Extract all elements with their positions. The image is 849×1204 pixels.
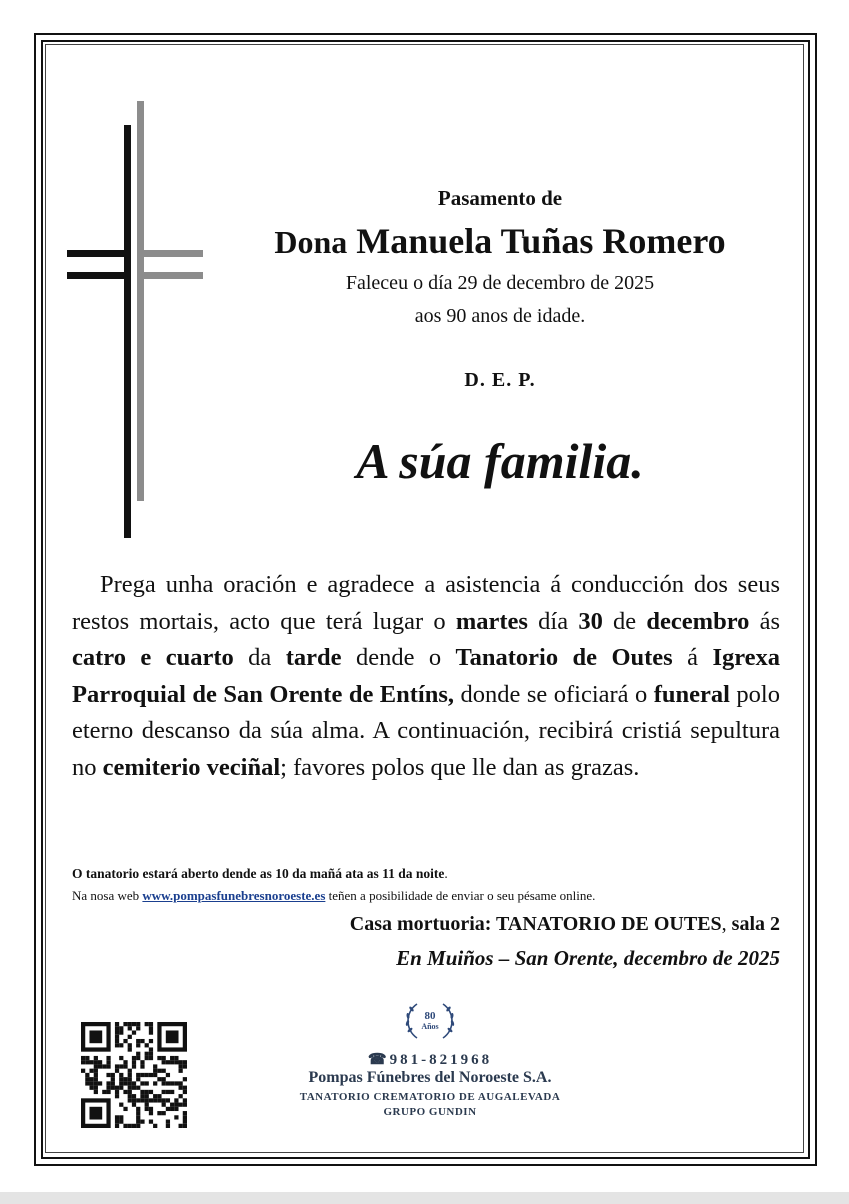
qr-module [94,1064,98,1068]
qr-module [166,1107,170,1111]
paragraph-text: á [672,644,713,671]
qr-module [111,1086,115,1090]
qr-module [106,1090,110,1094]
qr-module [123,1090,127,1094]
age-line: aos 90 anos de idade. [414,305,586,327]
qr-module [136,1120,140,1124]
logo-number: 80 [424,1010,436,1022]
qr-module [140,1060,144,1064]
qr-module [153,1081,157,1085]
qr-module [140,1081,144,1085]
qr-finder-center [166,1030,179,1043]
qr-module [128,1081,132,1085]
qr-module [162,1056,166,1060]
qr-module [115,1115,119,1119]
page-bottom-strip [0,1192,849,1204]
qr-module [94,1073,98,1077]
qr-module [174,1103,178,1107]
qr-module [153,1064,157,1068]
qr-module [183,1115,187,1119]
qr-module [123,1107,127,1111]
qr-module [140,1073,144,1077]
qr-module [149,1073,153,1077]
qr-module [81,1056,85,1060]
qr-module [145,1107,149,1111]
website-link[interactable]: www.pompasfunebresnoroeste.es [142,888,326,903]
qr-module [128,1124,132,1128]
qr-module [145,1081,149,1085]
qr-module [128,1094,132,1098]
paragraph-text: dende o [341,644,456,671]
qr-module [85,1056,89,1060]
qr-module [132,1124,136,1128]
qr-module [179,1124,183,1128]
qr-module [166,1081,170,1085]
qr-module [89,1060,93,1064]
qr-module [149,1090,153,1094]
qr-module [115,1022,119,1026]
qr-module [174,1115,178,1119]
qr-module [136,1026,140,1030]
qr-module [136,1086,140,1090]
qr-module [162,1111,166,1115]
qr-module [132,1060,136,1064]
qr-module [119,1103,123,1107]
qr-module [89,1081,93,1085]
ceremony-paragraph [72,567,780,786]
qr-module [111,1077,115,1081]
qr-module [123,1039,127,1043]
paragraph-emphasis: Tanatorio de Outes [455,644,673,671]
anniversary-logo [399,998,461,1044]
qr-module [89,1077,93,1081]
qr-module [162,1098,166,1102]
qr-module [149,1120,153,1124]
qr-module [123,1064,127,1068]
qr-module [128,1098,132,1102]
qr-module [166,1060,170,1064]
qr-module [183,1077,187,1081]
qr-module [162,1060,166,1064]
qr-module [94,1077,98,1081]
qr-module [183,1120,187,1124]
qr-module [183,1064,187,1068]
qr-module [115,1026,119,1030]
qr-module [128,1086,132,1090]
qr-module [145,1090,149,1094]
qr-module [162,1077,166,1081]
qr-module [145,1056,149,1060]
qr-module [149,1030,153,1034]
paragraph-emphasis: decembro [646,607,750,635]
dep-line: D. E. P. [464,369,536,391]
qr-module [106,1073,110,1077]
qr-module [140,1094,144,1098]
qr-module [119,1064,123,1068]
cross-grey-arm-right-lower [137,272,203,279]
phone-number[interactable]: 981-821968 [389,1052,493,1068]
qr-module [174,1056,178,1060]
qr-module [106,1086,110,1090]
qr-module [140,1039,144,1043]
qr-module [170,1060,174,1064]
qr-module [119,1120,123,1124]
qr-module [98,1064,102,1068]
qr-module [179,1086,183,1090]
qr-module [183,1086,187,1090]
qr-module [115,1039,119,1043]
qr-module [183,1098,187,1102]
paragraph-text: ; favores polos que lle dan as grazas. [280,753,640,781]
cross-dark-arm-left-lower [67,272,131,279]
qr-module [119,1081,123,1085]
opening-hours [72,866,792,882]
qr-module [153,1094,157,1098]
qr-module [115,1120,119,1124]
qr-module [123,1022,127,1026]
qr-module [123,1081,127,1085]
qr-module [85,1077,89,1081]
notice-heading: Pasamento de [437,186,563,210]
qr-module [119,1030,123,1034]
qr-module [136,1115,140,1119]
qr-module [157,1069,161,1073]
paragraph-text: ás [749,607,781,635]
paragraph-emphasis: Igrexa Parroquial de San Orente de Entíns, [72,644,781,708]
qr-module [136,1039,140,1043]
qr-module [174,1098,178,1102]
qr-module [149,1107,153,1111]
qr-module [140,1098,144,1102]
qr-module [145,1043,149,1047]
qr-module [115,1030,119,1034]
qr-module [166,1090,170,1094]
qr-module [153,1073,157,1077]
qr-module [115,1094,119,1098]
qr-module [174,1107,178,1111]
phone-icon: ☎ [367,1052,390,1068]
qr-module [85,1081,89,1085]
cross-grey-arm-right [137,250,203,257]
qr-module [94,1060,98,1064]
qr-module [85,1060,89,1064]
qr-module [106,1064,110,1068]
qr-module [132,1086,136,1090]
qr-module [179,1060,183,1064]
paragraph-text: da [233,644,286,671]
qr-module [132,1030,136,1034]
title-prefix: Dona [274,224,348,260]
qr-module [136,1111,140,1115]
qr-module [136,1077,140,1081]
qr-module [136,1098,140,1102]
qr-module [157,1077,161,1081]
qr-module [157,1111,161,1115]
qr-module [111,1073,115,1077]
qr-module [128,1073,132,1077]
qr-module [136,1022,140,1026]
qr-module [157,1094,161,1098]
cross-dark-arm-left [67,250,131,257]
paragraph-text: de [602,607,647,635]
qr-module [162,1081,166,1085]
qr-module [140,1090,144,1094]
qr-module [149,1111,153,1115]
qr-code[interactable] [81,1022,187,1128]
qr-module [94,1086,98,1090]
qr-module [166,1073,170,1077]
qr-module [132,1056,136,1060]
qr-module [94,1090,98,1094]
qr-module [136,1052,140,1056]
paragraph-emphasis: martes [455,607,528,635]
qr-module [119,1073,123,1077]
logo-word: Años [421,1022,439,1031]
qr-module [102,1064,106,1068]
qr-module [145,1022,149,1026]
qr-module [94,1069,98,1073]
cross-icon [0,0,849,600]
qr-module [111,1081,115,1085]
qr-module [170,1090,174,1094]
qr-module [145,1103,149,1107]
cross-grey-vertical [137,101,144,501]
qr-module [115,1086,119,1090]
qr-module [140,1120,144,1124]
qr-module [183,1090,187,1094]
qr-module [183,1124,187,1128]
paragraph-emphasis: funeral [653,680,730,708]
qr-module [123,1124,127,1128]
qr-module [162,1069,166,1073]
deceased-full-name: Manuela Tuñas Romero [356,221,726,261]
qr-module [170,1056,174,1060]
qr-module [128,1043,132,1047]
qr-module [166,1098,170,1102]
opening-hours-end: . [444,866,448,881]
qr-module [106,1056,110,1060]
qr-module [145,1094,149,1098]
qr-module [115,1090,119,1094]
qr-module [106,1081,110,1085]
qr-module [149,1056,153,1060]
qr-module [102,1090,106,1094]
qr-module [81,1069,85,1073]
qr-module [85,1073,89,1077]
qr-finder-center [89,1107,102,1120]
qr-module [157,1098,161,1102]
qr-module [132,1098,136,1102]
qr-module [136,1043,140,1047]
qr-module [149,1022,153,1026]
funeral-home-separator: , [721,913,732,935]
qr-module [132,1064,136,1068]
qr-module [89,1069,93,1073]
qr-module [119,1043,123,1047]
qr-module [149,1047,153,1051]
qr-module [123,1077,127,1081]
web-suffix: teñen a posibilidade de enviar o seu pésame online. [325,888,596,903]
paragraph-emphasis: tarde [285,644,342,671]
paragraph-text: polo eterno descanso da súa alma. A continuación, recibirá cristiá sepultura no [72,680,780,781]
opening-hours-text: O tanatorio estará aberto dende as 10 da mañá ata as 11 da noite [72,866,445,881]
qr-module [119,1115,123,1119]
qr-module [115,1069,119,1073]
qr-module [170,1103,174,1107]
qr-module [162,1103,166,1107]
group-name: GRUPO GUNDIN [383,1106,477,1118]
qr-module [98,1081,102,1085]
qr-module [119,1056,123,1060]
web-line [72,888,792,904]
qr-module [179,1094,183,1098]
qr-module [149,1052,153,1056]
web-prefix: Na nosa web [72,888,143,903]
qr-module [166,1124,170,1128]
company-name: Pompas Fúnebres del Noroeste S.A. [308,1069,552,1086]
qr-module [183,1103,187,1107]
qr-module [136,1056,140,1060]
qr-module [136,1107,140,1111]
qr-module [128,1090,132,1094]
qr-module [115,1064,119,1068]
paragraph-emphasis: cemiterio veciñal [102,753,281,781]
qr-module [115,1035,119,1039]
qr-module [140,1064,144,1068]
qr-module [153,1124,157,1128]
qr-module [115,1124,119,1128]
qr-module [128,1077,132,1081]
qr-module [153,1069,157,1073]
qr-module [81,1060,85,1064]
qr-module [136,1124,140,1128]
qr-module [128,1026,132,1030]
phone-line [230,1050,630,1069]
place-date: En Muiños – San Orente, decembro de 2025 [396,946,780,970]
qr-module [89,1086,93,1090]
qr-module [170,1107,174,1111]
paragraph-text: Prega unha oración e agradece a asistencia á conducción dos seus restos mortais, acto que terá lugar o [72,571,780,635]
funeral-home-label: Casa mortuoria: TANATORIO DE OUTES [349,913,722,935]
qr-module [162,1090,166,1094]
death-date: Faleceu o día 29 de decembro de 2025 [345,272,655,294]
qr-module [149,1098,153,1102]
qr-module [132,1022,136,1026]
funeral-home-room: sala 2 [731,913,780,935]
qr-module [128,1035,132,1039]
qr-module [174,1081,178,1085]
qr-module [94,1081,98,1085]
qr-module [136,1073,140,1077]
qr-module [179,1064,183,1068]
qr-module [119,1086,123,1090]
qr-module [123,1060,127,1064]
qr-finder-center [89,1030,102,1043]
qr-module [183,1060,187,1064]
qr-module [149,1026,153,1030]
qr-module [115,1043,119,1047]
qr-module [179,1069,183,1073]
qr-module [132,1094,136,1098]
deceased-name [200,220,800,262]
qr-module [179,1103,183,1107]
qr-module [128,1069,132,1073]
qr-module [183,1111,187,1115]
qr-module [98,1060,102,1064]
qr-module [94,1056,98,1060]
qr-module [132,1103,136,1107]
funeral-home [350,913,780,936]
family-line: A súa familia. [356,433,644,489]
qr-module [128,1022,132,1026]
qr-module [153,1098,157,1102]
qr-module [119,1026,123,1030]
qr-module [128,1047,132,1051]
crematorium-name: TANATORIO CREMATORIO DE AUGALEVADA [299,1091,561,1103]
qr-module [174,1060,178,1064]
paragraph-text: día [527,607,579,635]
qr-module [145,1073,149,1077]
cross-dark-vertical [124,125,131,538]
qr-module [119,1077,123,1081]
qr-module [179,1081,183,1085]
paragraph-text: donde se oficiará o [454,680,654,708]
qr-module [106,1060,110,1064]
qr-module [166,1120,170,1124]
qr-module [145,1052,149,1056]
paragraph-emphasis: 30 [578,607,603,635]
qr-module [149,1039,153,1043]
paragraph-emphasis: catro e cuarto [72,644,234,671]
qr-module [170,1081,174,1085]
qr-module [157,1056,161,1060]
qr-module [132,1081,136,1085]
qr-module [145,1098,149,1102]
